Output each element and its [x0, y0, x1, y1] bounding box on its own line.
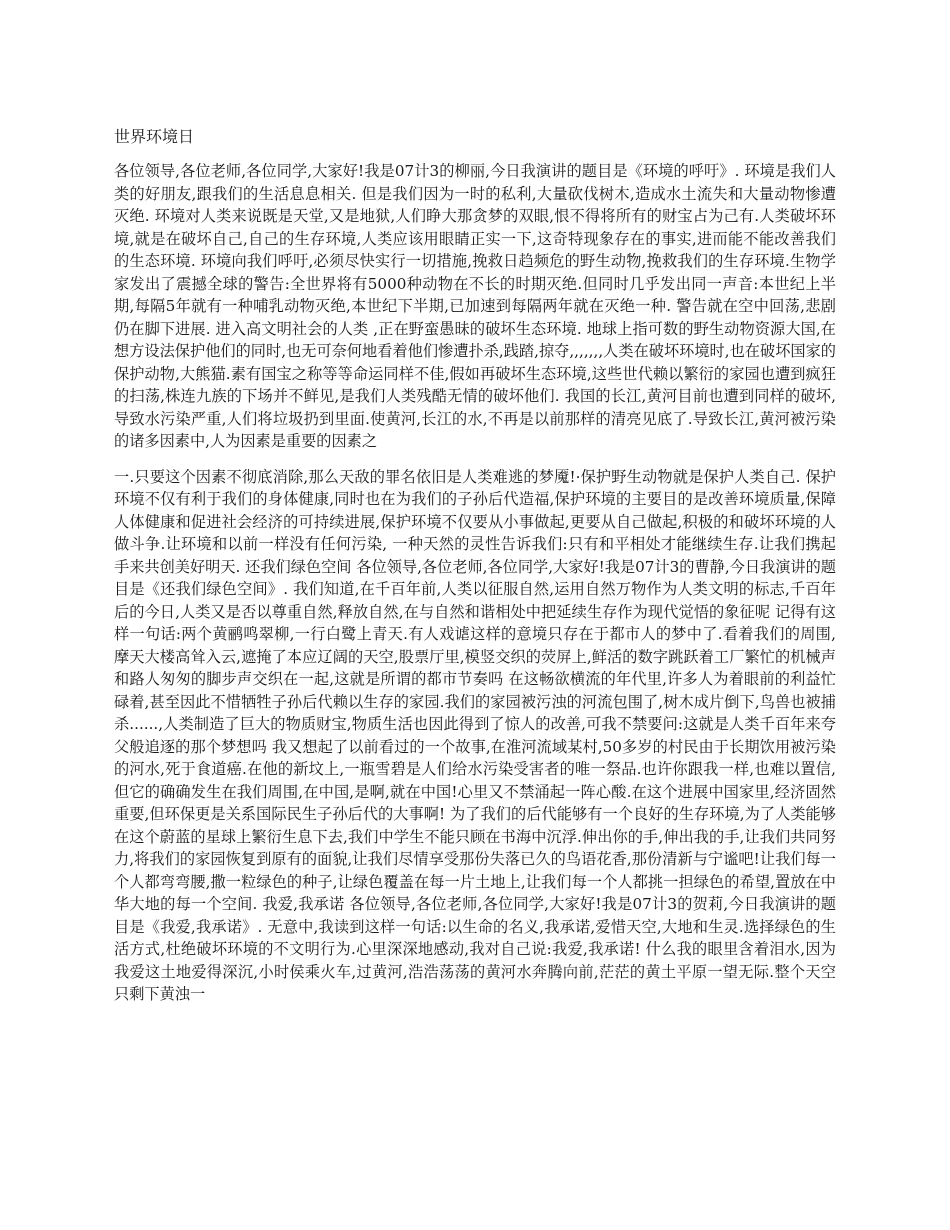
document-page	[114, 124, 836, 1006]
body-paragraph-2: 一.只要这个因素不彻底消除,那么天敌的罪名依旧是人类难逃的梦魇!·保护野生动物就是保护人类自己. 保护环境不仅有利于我们的身体健康,同时也在为我们的子孙后代造福,保护环境的主要目的是改善环境质量,保障人体健康和促进社会经济的可持续进展,保护环境不仅要从小事做起,更要从自己做起,积极的和破坏环境的人做斗争.让环境和以前一样没有任何污染, 一种天然的灵性告诉我们:只有和平相处才能继续生存.让我们携起手来共创美好明天. 还我们绿色空间 各位领导,各位老师,各位同学,大家好!我是07计3的曹静,今日我演讲的题目是《还我们绿色空间》. 我们知道,在千百年前,人类以征服自然,运用自然万物作为人类文明的标志,千百年后的今日,人类又是否以尊重自然,释放自然,在与自然和谐相处中把延续生存作为现代觉悟的象征呢 记得有这样一句话:两个黄鹂鸣翠柳,一行白鹭上青天.有人戏谑这样的意境只存在于都市人的梦中了.看着我们的周围,摩天大楼高耸入云,遮掩了本应辽阔的天空,股票厅里,模竖交织的荧屏上,鲜活的数字跳跃着工厂繁忙的机械声和路人匆匆的脚步声交织在一起,这就是所谓的都市节奏吗 在这畅欲横流的年代里,许多人为着眼前的利益忙碌着,甚至因此不惜牺牲子孙后代赖以生存的家园.我们的家园被污浊的河流包围了,树木成片倒下,鸟兽也被捕杀......,人类制造了巨大的物质财宝,物质生活也因此得到了惊人的改善,可我不禁要问:这就是人类千百年来夸父般追逐的那个梦想吗 我又想起了以前看过的一个故事,在淮河流域某村,50多岁的村民由于长期饮用被污染的河水,死于食道癌.在他的新坟上,一瓶雪碧是人们给水污染受害者的唯一祭品.也许你跟我一样,也难以置信,但它的确确发生在我们周围,在中国,是啊,就在中国!心里又不禁涌起一阵心酸.在这个进展中国家里,经济固然重要,但环保更是关系国际民生子孙后代的大事啊! 为了我们的后代能够有一个良好的生存环境,为了人类能够在这个蔚蓝的星球上繁衍生息下去,我们中学生不能只顾在书海中沉浮.伸出你的手,伸出我的手,让我们共同努力,将我们的家园恢复到原有的面貌,让我们尽情享受那份失落已久的鸟语花香,那份清新与宁谧吧!让我们每一个人都弯弯腰,撒一粒绿色的种子,让绿色覆盖在每一片土地上,让我们每一个人都挑一担绿色的希望,置放在中华大地的每一个空间. 我爱,我承诺 各位领导,各位老师,各位同学,大家好!我是07计3的贺莉,今日我演讲的题目是《我爱,我承诺》. 无意中,我读到这样一句话:以生命的名义,我承诺,爱惜天空,大地和生灵.选择绿色的生活方式,杜绝破坏环境的不文明行为.心里深深地感动,我对自己说:我爱,我承诺! 什么我的眼里含着泪水,因为我爱这土地爱得深沉,小时侯乘火车,过黄河,浩浩荡荡的黄河水奔腾向前,茫茫的黄土平原一望无际.整个天空只剩下黄浊一	[114, 467, 836, 1003]
body-paragraph-1: 各位领导,各位老师,各位同学,大家好!我是07计3的柳丽,今日我演讲的题目是《环境的呼吁》. 环境是我们人类的好朋友,跟我们的生活息息相关. 但是我们因为一时的私利,大量砍伐树木,造成水土流失和大量动物惨遭灭绝. 环境对人类来说既是天堂,又是地狱,人们睁大那贪梦的双眼,恨不得将所有的财宝占为己有.人类破坏环境,就是在破坏自己,自己的生存环境,人类应该用眼睛正实一下,这奇特现象存在的事实,进而能不能改善我们的生态环境. 环境向我们呼吁,必须尽快实行一切措施,挽救日趋频危的野生动物,挽救我们的生存环境.生物学家发出了震撼全球的警告:全世界将有5000种动物在不长的时期灭绝.但同时几乎发出同一声音:本世纪上半期,每隔5年就有一种哺乳动物灭绝,本世纪下半期,已加速到每隔两年就在灭绝一种. 警告就在空中回荡,悲剧仍在脚下进展. 进入高文明社会的人类 ,正在野蛮愚昧的破坏生态环境. 地球上指可数的野生动物资源大国,在想方设法保护他们的同时,也无可奈何地看着他们惨遭扑杀,践踏,掠夺,,,,,,,人类在破坏环境时,也在破坏国家的保护动物,大熊猫.素有国宝之称等等命运同样不佳,假如再破坏生态环境,这些世代赖以繁衍的家园也遭到疯狂的扫荡,株连九族的下场并不鲜见,是我们人类残酷无情的破坏他们. 我国的长江,黄河目前也遭到同样的破坏,导致水污染严重,人们将垃圾扔到里面.使黄河,长江的水,不再是以前那样的清亮见底了.导致长江,黄河被污染的诸多因素中,人为因素是重要的因素之	[114, 162, 836, 450]
document-title: 世界环境日	[114, 127, 195, 146]
